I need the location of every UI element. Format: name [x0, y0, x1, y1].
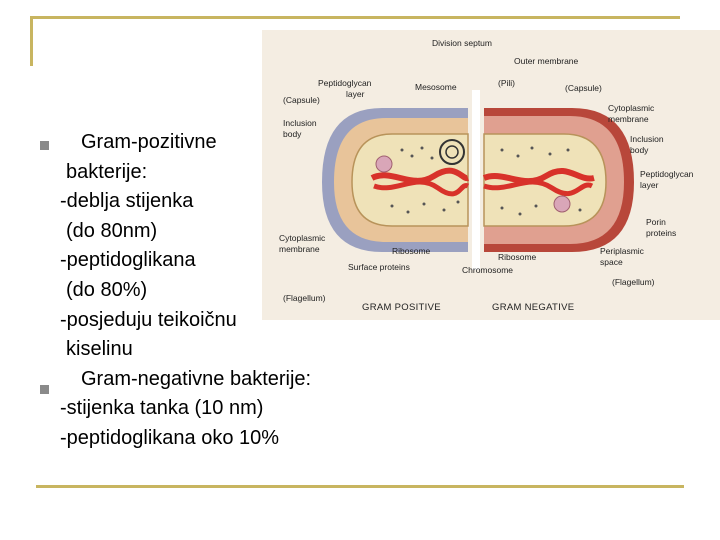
- label-mesosome: Mesosome: [415, 82, 457, 92]
- label-cytoplasmic-membrane-left-2: membrane: [279, 244, 320, 254]
- decorative-top-rule: [30, 16, 680, 19]
- label-capsule-right: (Capsule): [565, 83, 602, 93]
- bullet-2-line-3: -peptidoglikana oko 10%: [60, 426, 280, 449]
- bullet-1-line-1: Gram-pozitivne: [81, 131, 217, 153]
- label-gram-positive: GRAM POSITIVE: [362, 302, 441, 313]
- bullet-1-line-4: (do 80nm): [66, 219, 158, 242]
- label-peptidoglycan-layer-left-1: Peptidoglycan: [318, 78, 372, 88]
- label-division-septum: Division septum: [432, 38, 492, 48]
- label-pili: (Pili): [498, 78, 515, 88]
- label-periplasmic-space-1: Periplasmic: [600, 246, 644, 256]
- label-peptidoglycan-layer-left-2: layer: [346, 89, 365, 99]
- label-inclusion-body-right-2: body: [630, 145, 649, 155]
- label-ribosome-left: Ribosome: [392, 246, 431, 256]
- label-cytoplasmic-membrane-right-1: Cytoplasmic: [608, 103, 655, 113]
- bullet-1-line-6: (do 80%): [66, 278, 148, 301]
- decorative-left-rule: [30, 16, 33, 66]
- label-cytoplasmic-membrane-left-1: Cytoplasmic: [279, 233, 326, 243]
- body-text: [40, 128, 400, 454]
- bullet-2-line-2: -stijenka tanka (10 nm): [60, 397, 264, 420]
- label-porin-proteins-1: Porin: [646, 217, 666, 227]
- label-porin-proteins-2: proteins: [646, 228, 677, 238]
- label-inclusion-body-right-1: Inclusion: [630, 134, 664, 144]
- bullet-1-line-8: kiselinu: [66, 338, 133, 361]
- bullet-1-line-2: bakterije:: [66, 160, 148, 183]
- bullet-2-line-1: Gram-negativne bakterije:: [81, 367, 312, 390]
- label-ribosome-right: Ribosome: [498, 252, 537, 262]
- label-periplasmic-space-2: space: [600, 257, 623, 267]
- label-surface-proteins: Surface proteins: [348, 262, 410, 272]
- label-peptidoglycan-layer-right-2: layer: [640, 180, 659, 190]
- inclusion-body-right: [554, 196, 570, 212]
- label-outer-membrane: Outer membrane: [514, 56, 579, 66]
- bullet-1-line-5: -peptidoglikana: [60, 249, 196, 272]
- label-flagellum-right: (Flagellum): [612, 277, 655, 287]
- label-inclusion-body-left-2: body: [283, 129, 302, 139]
- label-flagellum-left: (Flagellum): [283, 293, 326, 303]
- label-chromosome: Chromosome: [462, 265, 514, 275]
- label-peptidoglycan-layer-right-1: Peptidoglycan: [640, 169, 694, 179]
- label-gram-negative: GRAM NEGATIVE: [492, 302, 575, 313]
- label-capsule-left: (Capsule): [283, 95, 320, 105]
- bullet-1-line-7: -posjeduju teikoičnu: [60, 308, 237, 331]
- bullet-1-line-3: -deblja stijenka: [60, 190, 194, 213]
- label-inclusion-body-left-1: Inclusion: [283, 118, 317, 128]
- decorative-bottom-rule: [36, 485, 684, 488]
- label-cytoplasmic-membrane-right-2: membrane: [608, 114, 649, 124]
